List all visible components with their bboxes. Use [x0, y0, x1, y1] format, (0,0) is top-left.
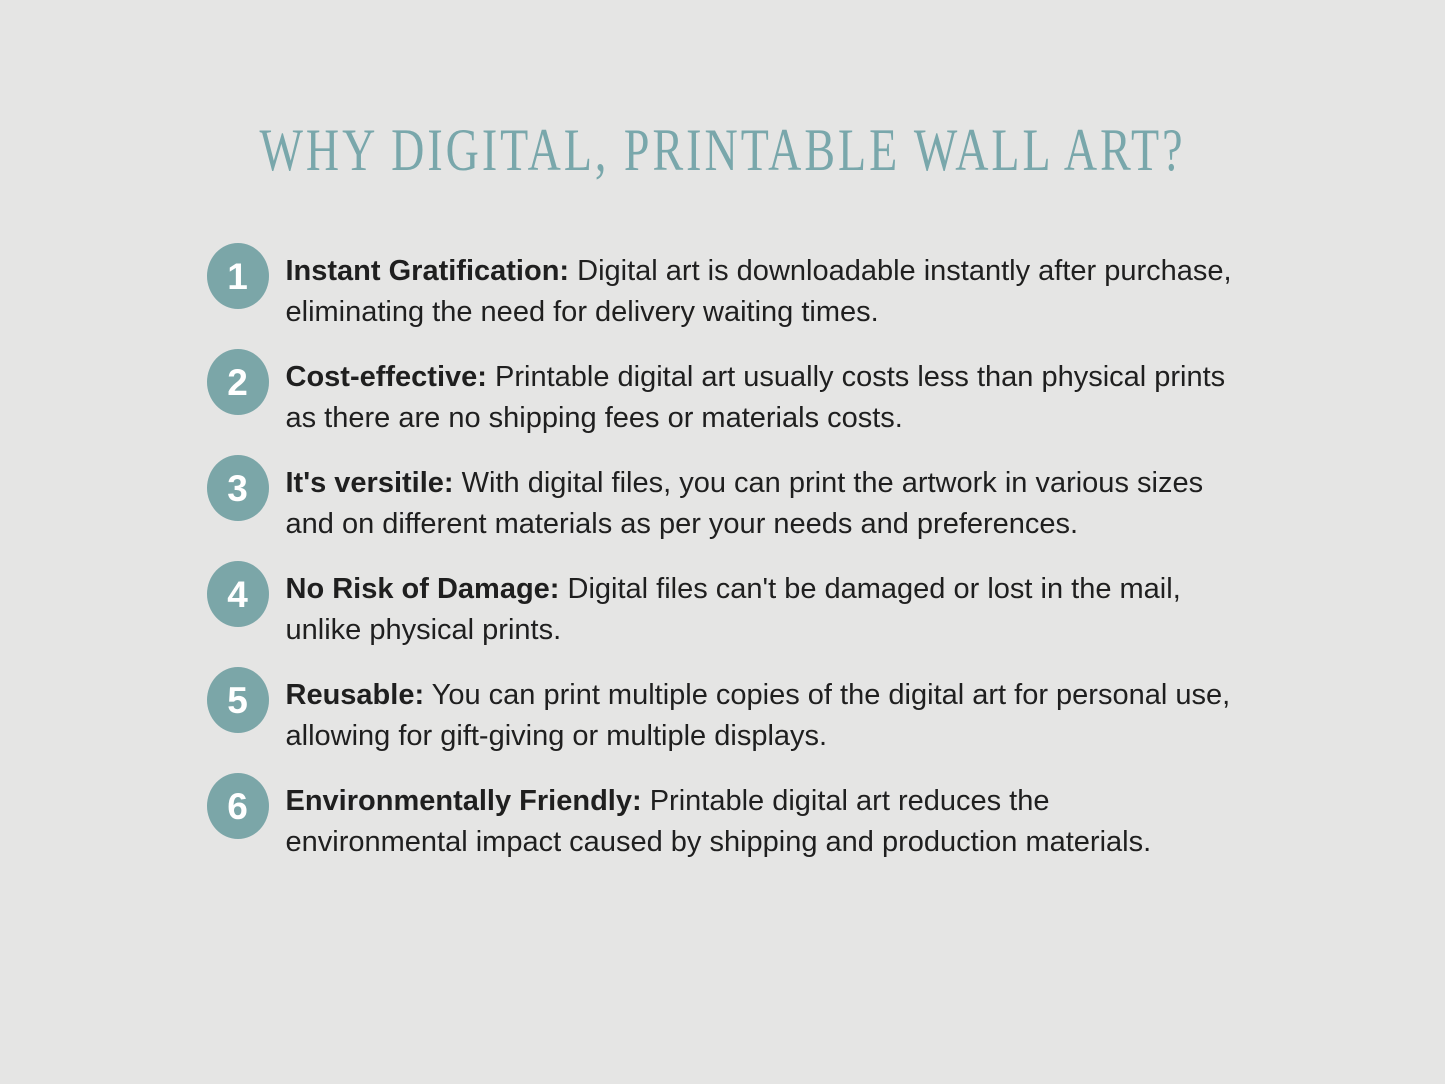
item-number: 5	[227, 679, 248, 721]
item-text	[286, 569, 1236, 651]
item-number: 3	[227, 467, 248, 509]
item-description: Digital art is downloadable instantly after purchase, eliminating the need for delivery waiting times.	[285, 255, 1232, 329]
item-label: It's versitile:	[285, 467, 454, 500]
item-text	[286, 357, 1236, 439]
list-item	[207, 569, 1239, 651]
item-description: Printable digital art usually costs less than physical prints as there are no shipping fees or materials costs.	[285, 361, 1226, 435]
benefits-list	[207, 251, 1239, 863]
number-badge	[207, 561, 269, 627]
item-description: Printable digital art reduces the environmental impact caused by shipping and production materials.	[285, 785, 1152, 859]
item-label: Reusable:	[285, 679, 425, 712]
list-item	[207, 463, 1239, 545]
item-label: Instant Gratification:	[285, 255, 570, 288]
list-item	[207, 251, 1239, 333]
list-item	[207, 781, 1239, 863]
item-text	[286, 675, 1236, 757]
item-text	[286, 463, 1236, 545]
number-badge	[207, 773, 269, 839]
item-number: 1	[227, 255, 248, 297]
list-item	[207, 675, 1239, 757]
item-label: No Risk of Damage:	[285, 573, 560, 606]
item-description: Digital files can't be damaged or lost in the mail, unlike physical prints.	[285, 573, 1181, 647]
item-description: With digital files, you can print the artwork in various sizes and on different materials as per your needs and preferences.	[285, 467, 1204, 541]
page-title: WHY DIGITAL, PRINTABLE WALL ART?	[259, 115, 1186, 184]
item-number: 6	[227, 785, 248, 827]
number-badge	[207, 667, 269, 733]
list-item	[207, 357, 1239, 439]
item-description: You can print multiple copies of the digital art for personal use, allowing for gift-giving or multiple displays.	[285, 679, 1231, 753]
item-text	[286, 251, 1236, 333]
title-area	[0, 0, 1445, 184]
item-text	[286, 781, 1236, 863]
item-label: Environmentally Friendly:	[285, 785, 642, 818]
number-badge	[207, 349, 269, 415]
item-number: 4	[227, 573, 248, 615]
number-badge	[207, 455, 269, 521]
item-label: Cost-effective:	[285, 361, 487, 394]
item-number: 2	[227, 361, 248, 403]
number-badge	[207, 243, 269, 309]
